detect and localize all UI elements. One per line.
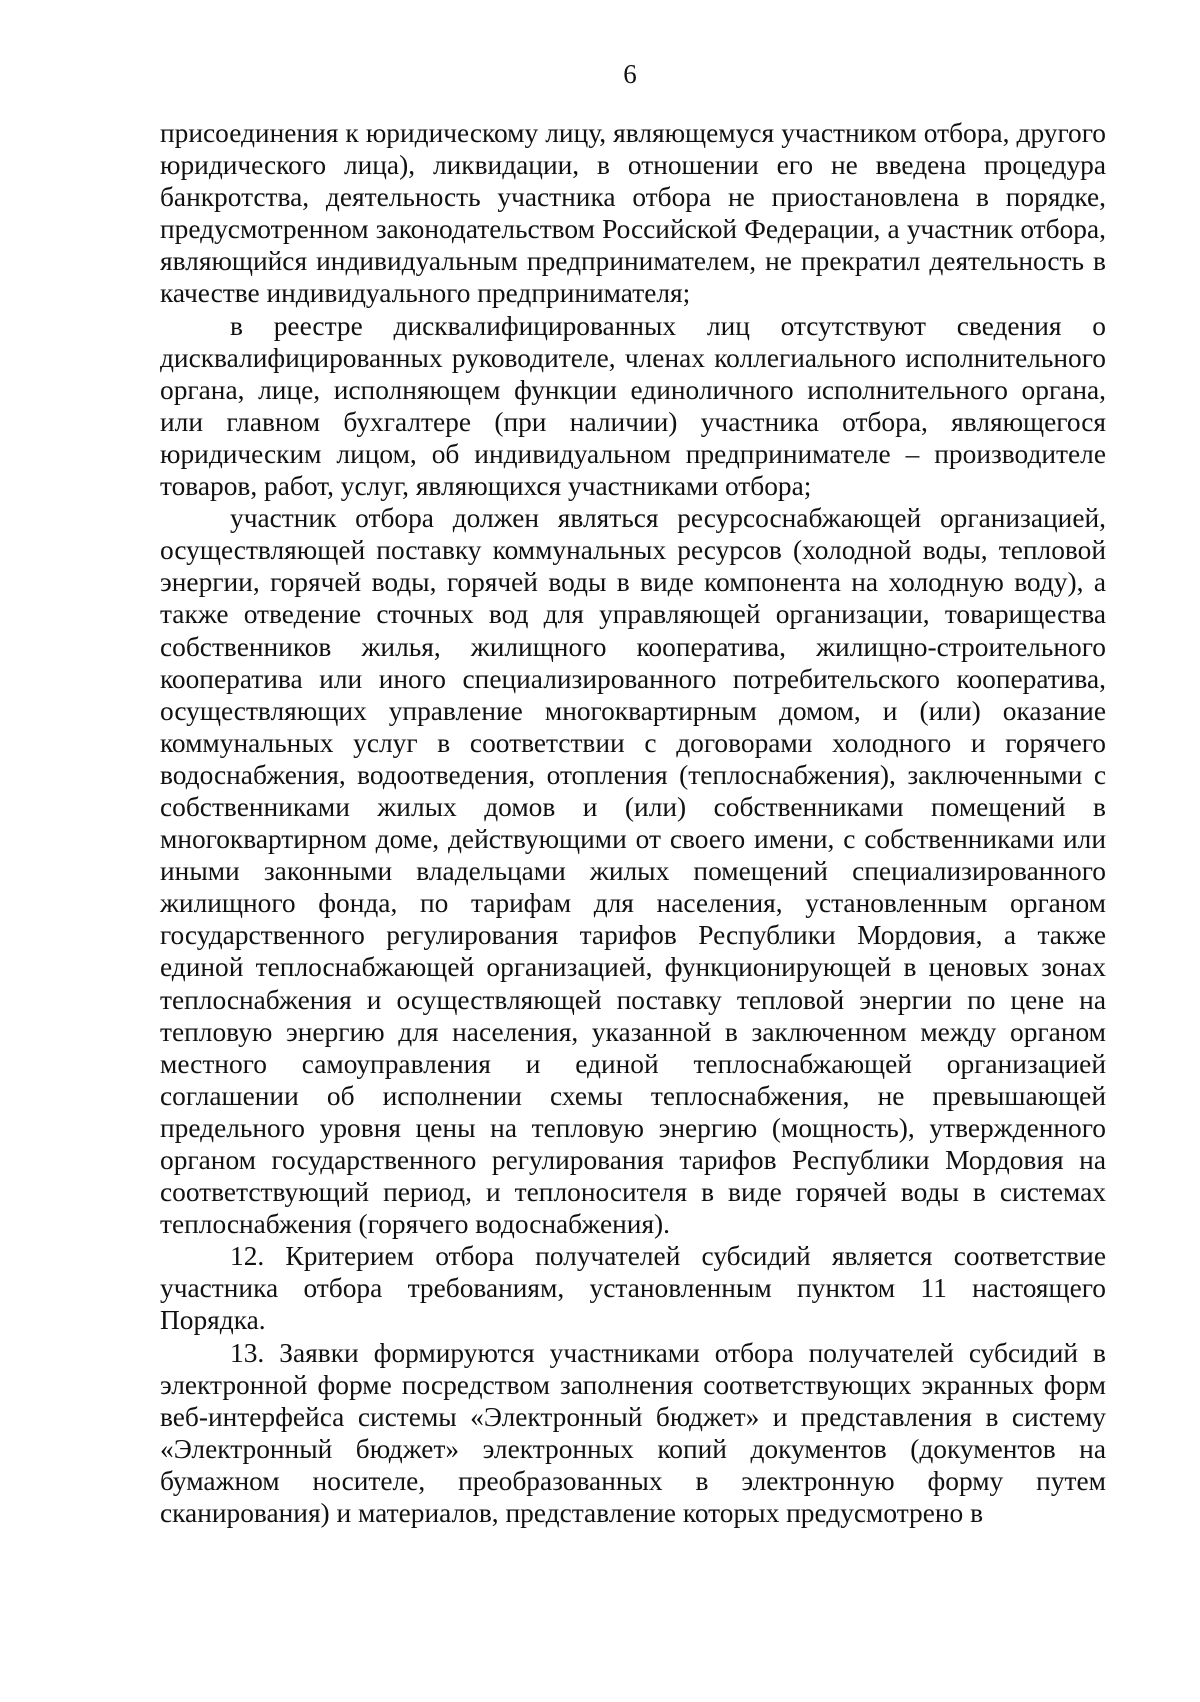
document-body <box>160 117 1106 1529</box>
paragraph-item-13: 13. Заявки формируются участниками отбора получателей субсидий в электронной форме посредством заполнения соответствующих экранных форм веб-интерфейса системы «Электронный бюджет» и представления в систему «Электронный бюджет» электронных копий документов (документов на бумажном носителе, преобразованных в электронную форму путем сканирования) и материалов, представление которых предусмотрено в <box>160 1337 1106 1529</box>
page-number: 6 <box>623 59 637 89</box>
paragraph-disqualified-registry: в реестре дисквалифицированных лиц отсутствуют сведения о дисквалифицированных руководителе, членах коллегиального исполнительного органа, лице, исполняющем функции единоличного исполнительного органа, или главном бухгалтере (при наличии) участника отбора, являющегося юридическим лицом, об индивидуальном предпринимателе – производителе товаров, работ, услуг, являющихся участниками отбора; <box>160 310 1106 502</box>
paragraph-item-12: 12. Критерием отбора получателей субсидий является соответствие участника отбора требованиям, установленным пунктом 11 настоящего Порядка. <box>160 1241 1106 1336</box>
paragraph-continuation: присоединения к юридическому лицу, являющемуся участником отбора, другого юридического лица), ликвидации, в отношении его не введена процедура банкротства, деятельность участника отбора не приостановлена в порядке, предусмотренном законодательством Российской Федерации, а участник отбора, являющийся индивидуальным предпринимателем, не прекратил деятельность в качестве индивидуального предпринимателя; <box>160 118 1106 309</box>
paragraph-resource-supplier: участник отбора должен являться ресурсоснабжающей организацией, осуществляющей поставку коммунальных ресурсов (холодной воды, тепловой энергии, горячей воды, горячей воды в виде компонента на холодную воду), а также отведение сточных вод для управляющей организации, товарищества собственников жилья, жилищного кооператива, жилищно-строительного кооператива или иного специализированного потребительского кооператива, осуществляющих управление многоквартирным домом, и (или) оказание коммунальных услуг в соответствии с договорами холодного и горячего водоснабжения, водоотведения, отопления (теплоснабжения), заключенными с собственниками жилых домов и (или) собственниками помещений в многоквартирном доме, действующими от своего имени, с собственниками или иными законными владельцами жилых помещений специализированного жилищного фонда, по тарифам для населения, установленным органом государственного регулирования тарифов Республики Мордовия, а также единой теплоснабжающей организацией, функционирующей в ценовых зонах теплоснабжения и осуществляющей поставку тепловой энергии по цене на тепловую энергию для населения, указанной в заключенном между органом местного самоуправления и единой теплоснабжающей организацией соглашении об исполнении схемы теплоснабжения, не превышающей предельного уровня цены на тепловую энергию (мощность), утвержденного органом государственного регулирования тарифов Республики Мордовия на соответствующий период, и теплоносителя в виде горячей воды в системах теплоснабжения (горячего водоснабжения). <box>160 503 1106 1240</box>
